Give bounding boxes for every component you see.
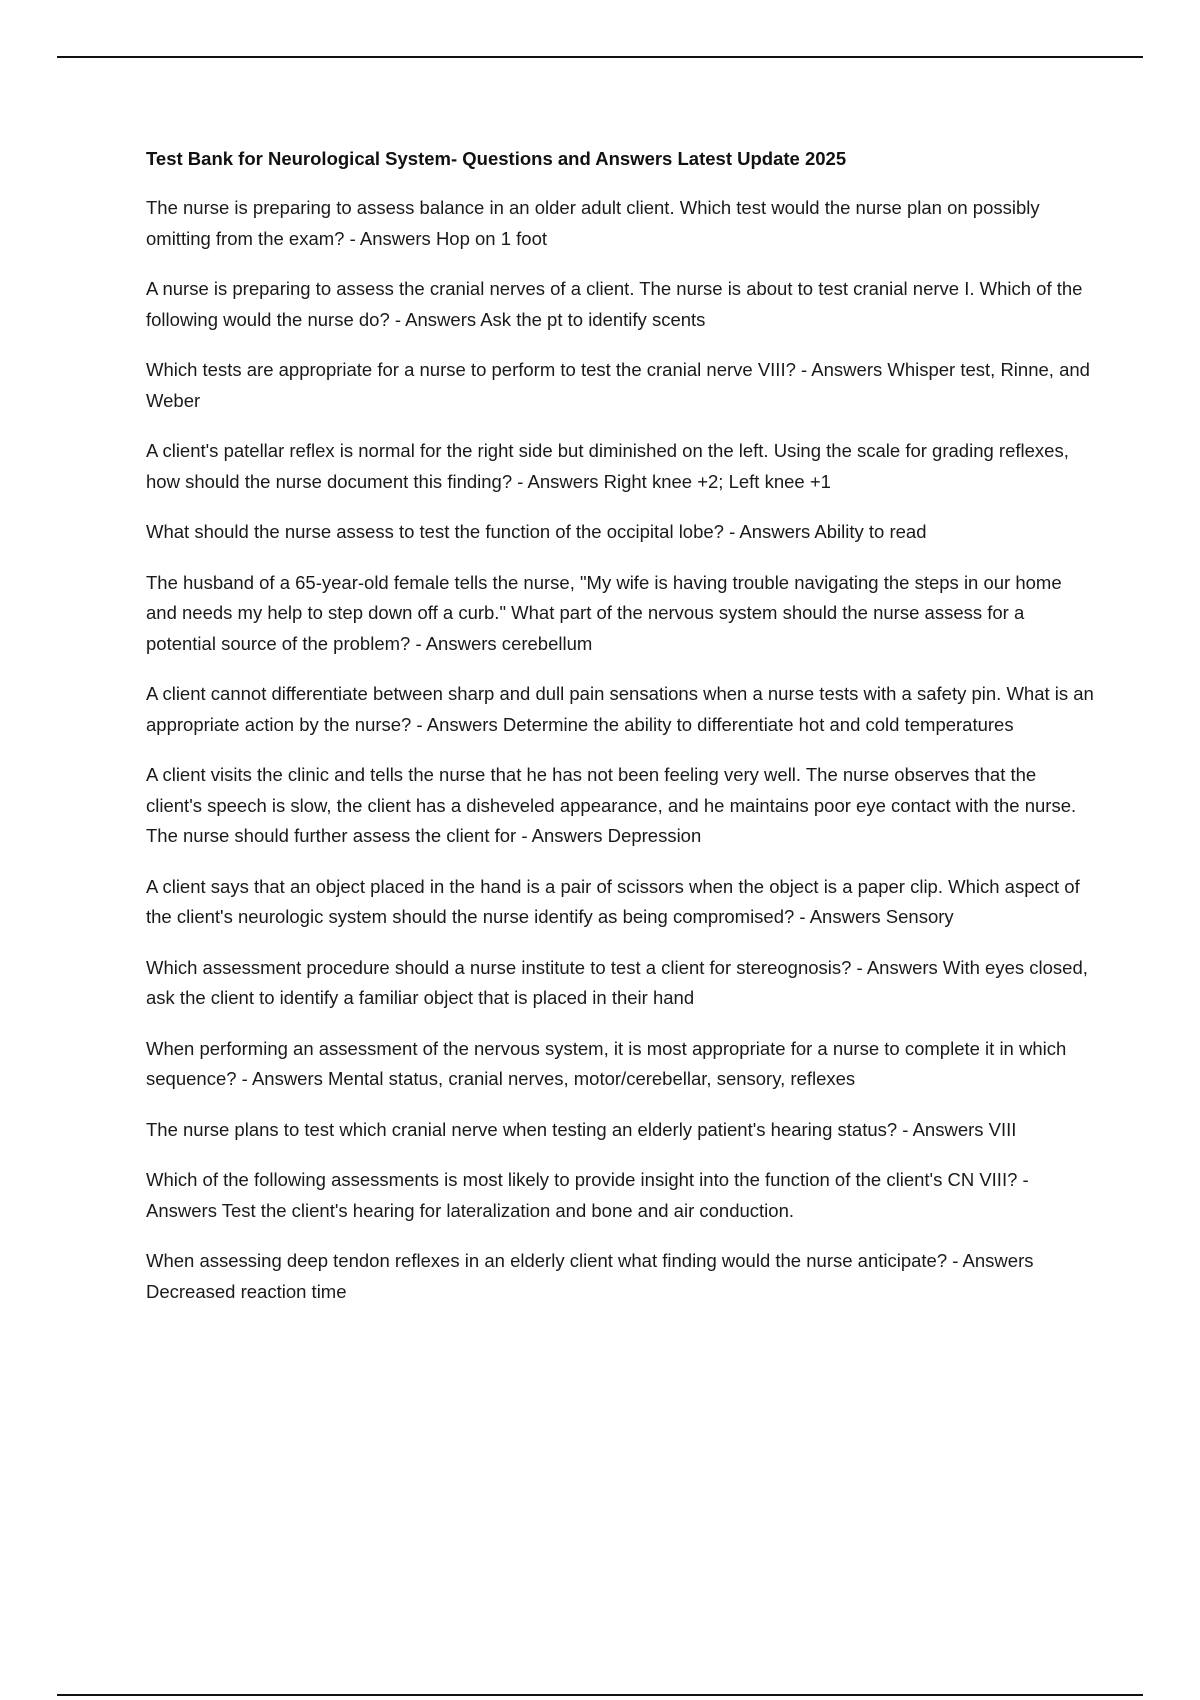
qa-item-9: A client says that an object placed in the hand is a pair of scissors when the object is a paper clip. Which aspect of the client's neurologic system should the nurse identify as being compromised? - Answers Sensory bbox=[146, 875, 1080, 927]
qa-item-12: The nurse plans to test which cranial nerve when testing an elderly patient's hearing status? - Answers VIII bbox=[146, 1118, 1017, 1140]
qa-item-2: A nurse is preparing to assess the cranial nerves of a client. The nurse is about to test cranial nerve I. Which of the following would the nurse do? - Answers Ask the pt to identify scents bbox=[146, 278, 1083, 330]
qa-item-1: The nurse is preparing to assess balance in an older adult client. Which test would the nurse plan on possibly omitting from the exam? - Answers Hop on 1 foot bbox=[146, 197, 1040, 249]
qa-item-14: When assessing deep tendon reflexes in an elderly client what finding would the nurse anticipate? - Answers Decreased reaction time bbox=[146, 1250, 1034, 1302]
qa-item-13: Which of the following assessments is most likely to provide insight into the function of the client's CN VIII? - Answers Test the client's hearing for lateralization and bone and air conduction. bbox=[146, 1169, 1029, 1221]
qa-item-11: When performing an assessment of the nervous system, it is most appropriate for a nurse to complete it in which sequence? - Answers Mental status, cranial nerves, motor/cerebellar, sensory, reflexes bbox=[146, 1037, 1067, 1089]
document-title: Test Bank for Neurological System- Questions and Answers Latest Update 2025 bbox=[146, 148, 847, 169]
top-divider bbox=[57, 56, 1143, 58]
qa-item-5: What should the nurse assess to test the function of the occipital lobe? - Answers Ability to read bbox=[146, 521, 927, 542]
qa-item-7: A client cannot differentiate between sharp and dull pain sensations when a nurse tests with a safety pin. What is an appropriate action by the nurse? - Answers Determine the ability to differentiate hot and cold temperatures bbox=[146, 683, 1094, 735]
qa-item-10: Which assessment procedure should a nurse institute to test a client for stereognosis? - Answers With eyes closed, ask the client to identify a familiar object that is placed in their hand bbox=[146, 956, 1088, 1008]
qa-item-6: The husband of a 65-year-old female tells the nurse, "My wife is having trouble navigating the steps in our home and needs my help to step down off a curb." What part of the nervous system should the nurse assess for a potential source of the problem? - Answers cerebellum bbox=[146, 571, 1062, 654]
qa-item-4: A client's patellar reflex is normal for the right side but diminished on the left. Using the scale for grading reflexes, how should the nurse document this finding? - Answers Right knee +2; Left knee +1 bbox=[146, 440, 1069, 492]
qa-item-3: Which tests are appropriate for a nurse to perform to test the cranial nerve VIII? - Answers Whisper test, Rinne, and Weber bbox=[146, 359, 1090, 411]
bottom-divider bbox=[57, 1694, 1143, 1696]
qa-item-8: A client visits the clinic and tells the nurse that he has not been feeling very well. The nurse observes that the client's speech is slow, the client has a disheveled appearance, and he maintains poor eye contact with the nurse. The nurse should further assess the client for - Answers Depression bbox=[146, 764, 1077, 846]
document-body bbox=[146, 145, 1096, 1327]
